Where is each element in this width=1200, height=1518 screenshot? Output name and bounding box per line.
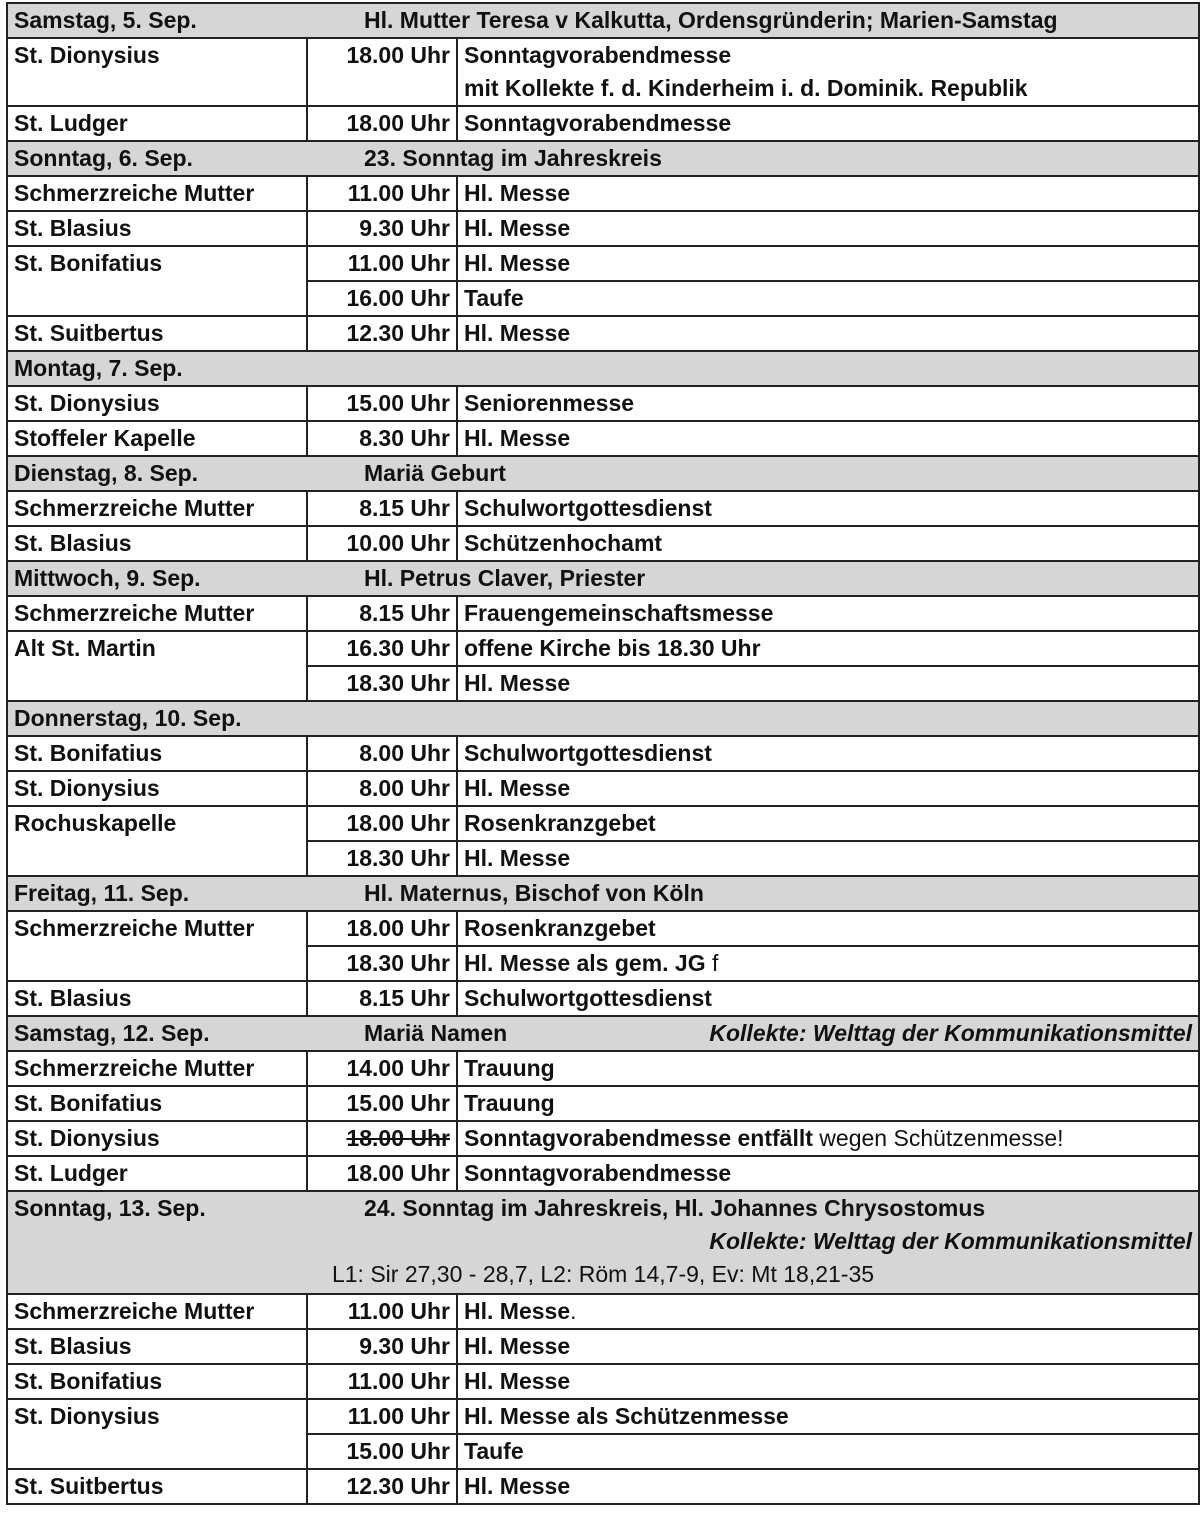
event-cell: Seniorenmesse [457, 386, 1199, 421]
table-row [7, 806, 1199, 841]
table-row [7, 666, 1199, 701]
table-row [7, 1399, 1199, 1434]
time-cell: 18.00 Uhr [307, 1156, 457, 1191]
table-row [7, 1434, 1199, 1469]
day-header-cell [7, 1191, 1199, 1294]
feast-name: 24. Sonntag im Jahreskreis, Hl. Johannes Chrysostomus [364, 1195, 986, 1221]
time-cell: 8.15 Uhr [307, 981, 457, 1016]
event-cell: Hl. Messe [457, 176, 1199, 211]
time-cell: 15.00 Uhr [307, 386, 457, 421]
event-cell: Hl. Messe [457, 211, 1199, 246]
place-cell [7, 1434, 307, 1469]
event-text: Sonntagvorabendmesse entfällt [464, 1125, 813, 1151]
place-cell: St. Bonifatius [7, 1086, 307, 1121]
table-row [7, 631, 1199, 666]
place-cell: St. Dionysius [7, 1121, 307, 1156]
event-cell: Taufe [457, 1434, 1199, 1469]
time-cell: 18.30 Uhr [307, 666, 457, 701]
event-text-line2: mit Kollekte f. d. Kinderheim i. d. Dominik. Republik [464, 75, 1028, 101]
event-cell: Sonntagvorabendmesse [457, 1156, 1199, 1191]
table-row [7, 38, 1199, 106]
event-cell: Frauengemeinschaftsmesse [457, 596, 1199, 631]
time-cell: 8.00 Uhr [307, 736, 457, 771]
feast-name: Hl. Petrus Claver, Priester [364, 565, 646, 591]
place-cell [7, 666, 307, 701]
place-cell: St. Dionysius [7, 386, 307, 421]
place-cell: Schmerzreiche Mutter [7, 1294, 307, 1329]
time-cell: 11.00 Uhr [307, 1294, 457, 1329]
table-row [7, 1121, 1199, 1156]
day-header [7, 141, 1199, 176]
time-cell: 10.00 Uhr [307, 526, 457, 561]
day-header-cell [7, 876, 1199, 911]
event-cell: Hl. Messe [457, 666, 1199, 701]
day-header [7, 561, 1199, 596]
table-row [7, 1329, 1199, 1364]
cancelled-time: 18.00 Uhr [346, 1125, 450, 1151]
feast-name: Hl. Mutter Teresa v Kalkutta, Ordensgründerin; Marien-Samstag [364, 7, 1058, 33]
time-cell: 18.30 Uhr [307, 946, 457, 981]
readings-text: L1: Sir 27,30 - 28,7, L2: Röm 14,7-9, Ev: Mt 18,21-35 [331, 1261, 875, 1287]
event-text: Hl. Messe [464, 1298, 571, 1324]
time-cell: 12.30 Uhr [307, 316, 457, 351]
place-cell [7, 946, 307, 981]
time-cell: 8.00 Uhr [307, 771, 457, 806]
day-header-cell [7, 1016, 1199, 1051]
time-cell: 18.00 Uhr [307, 806, 457, 841]
feast-name: 23. Sonntag im Jahreskreis [364, 145, 662, 171]
event-cell: Schulwortgottesdienst [457, 491, 1199, 526]
day-date: Freitag, 11. Sep. [14, 880, 190, 906]
table-row [7, 421, 1199, 456]
schedule-wrapper [6, 2, 1200, 1505]
time-cell: 18.00 Uhr [307, 106, 457, 141]
place-cell: St. Bonifatius [7, 736, 307, 771]
table-row [7, 246, 1199, 281]
day-date: Samstag, 5. Sep. [14, 7, 197, 33]
table-row [7, 281, 1199, 316]
event-cell: Schützenhochamt [457, 526, 1199, 561]
event-cell: Hl. Messe [457, 841, 1199, 876]
time-cell: 9.30 Uhr [307, 211, 457, 246]
event-suffix: wegen Schützenmesse! [812, 1125, 1064, 1151]
event-cell: Hl. Messe [457, 421, 1199, 456]
event-cell: Hl. Messe als Schützenmesse [457, 1399, 1199, 1434]
table-row [7, 911, 1199, 946]
day-date: Sonntag, 6. Sep. [14, 145, 193, 171]
table-row [7, 106, 1199, 141]
table-row [7, 736, 1199, 771]
event-text: Hl. Messe als gem. JG [464, 950, 706, 976]
day-header-cell [7, 141, 1199, 176]
event-cell: Trauung [457, 1086, 1199, 1121]
time-cell: 15.00 Uhr [307, 1434, 457, 1469]
place-cell: Alt St. Martin [7, 631, 307, 666]
day-header [7, 351, 1199, 386]
day-header [7, 456, 1199, 491]
day-header-cell [7, 456, 1199, 491]
place-cell: St. Suitbertus [7, 316, 307, 351]
place-cell: Schmerzreiche Mutter [7, 596, 307, 631]
table-row [7, 1156, 1199, 1191]
event-cell: Hl. Messe [457, 1329, 1199, 1364]
place-cell: Schmerzreiche Mutter [7, 176, 307, 211]
time-cell: 18.30 Uhr [307, 841, 457, 876]
feast-name: Mariä Namen [364, 1020, 508, 1046]
event-cell [457, 946, 1199, 981]
place-cell: St. Ludger [7, 106, 307, 141]
event-cell: Hl. Messe [457, 771, 1199, 806]
event-cell: Schulwortgottesdienst [457, 736, 1199, 771]
place-cell: Schmerzreiche Mutter [7, 1051, 307, 1086]
time-cell [307, 1121, 457, 1156]
event-cell [457, 1121, 1199, 1156]
day-header-cell [7, 561, 1199, 596]
table-row [7, 771, 1199, 806]
place-cell: St. Suitbertus [7, 1469, 307, 1504]
time-cell: 9.30 Uhr [307, 1329, 457, 1364]
place-cell: St. Dionysius [7, 1399, 307, 1434]
table-row [7, 1294, 1199, 1329]
day-header [7, 3, 1199, 38]
event-cell: Hl. Messe [457, 1364, 1199, 1399]
place-cell: St. Bonifatius [7, 1364, 307, 1399]
place-cell: St. Bonifatius [7, 246, 307, 281]
day-header [7, 876, 1199, 911]
time-cell: 15.00 Uhr [307, 1086, 457, 1121]
event-cell: Schulwortgottesdienst [457, 981, 1199, 1016]
day-header [7, 701, 1199, 736]
time-cell: 16.30 Uhr [307, 631, 457, 666]
place-cell: St. Blasius [7, 1329, 307, 1364]
event-cell: Hl. Messe [457, 1469, 1199, 1504]
place-cell: St. Dionysius [7, 38, 307, 106]
event-text: Sonntagvorabendmesse [464, 42, 732, 68]
day-header-cell [7, 3, 1199, 38]
day-date: Sonntag, 13. Sep. [14, 1195, 206, 1221]
collection-note: Kollekte: Welttag der Kommunikationsmittel [709, 1228, 1193, 1254]
time-cell: 11.00 Uhr [307, 1364, 457, 1399]
place-cell: St. Blasius [7, 981, 307, 1016]
place-cell [7, 841, 307, 876]
time-cell: 12.30 Uhr [307, 1469, 457, 1504]
event-cell: Sonntagvorabendmesse [457, 106, 1199, 141]
day-date: Dienstag, 8. Sep. [14, 460, 199, 486]
day-date: Samstag, 12. Sep. [14, 1020, 210, 1046]
day-header-cell [7, 701, 1199, 736]
time-cell: 18.00 Uhr [307, 911, 457, 946]
table-row [7, 386, 1199, 421]
place-cell [7, 281, 307, 316]
place-cell: St. Dionysius [7, 771, 307, 806]
place-cell: Stoffeler Kapelle [7, 421, 307, 456]
time-cell: 11.00 Uhr [307, 246, 457, 281]
place-cell: Rochuskapelle [7, 806, 307, 841]
place-cell: Schmerzreiche Mutter [7, 491, 307, 526]
time-cell: 8.15 Uhr [307, 491, 457, 526]
table-row [7, 1086, 1199, 1121]
time-cell: 18.00 Uhr [307, 38, 457, 106]
event-cell: Hl. Messe [457, 316, 1199, 351]
event-cell [457, 1294, 1199, 1329]
table-row [7, 1051, 1199, 1086]
day-header-cell [7, 351, 1199, 386]
event-cell: Trauung [457, 1051, 1199, 1086]
table-row [7, 176, 1199, 211]
event-suffix: . [570, 1298, 577, 1324]
day-date: Mittwoch, 9. Sep. [14, 565, 201, 591]
event-cell: Rosenkranzgebet [457, 911, 1199, 946]
day-header [7, 1191, 1199, 1294]
day-date: Donnerstag, 10. Sep. [14, 705, 242, 731]
place-cell: Schmerzreiche Mutter [7, 911, 307, 946]
table-row [7, 211, 1199, 246]
event-suffix: f [705, 950, 719, 976]
table-row [7, 316, 1199, 351]
event-cell: offene Kirche bis 18.30 Uhr [457, 631, 1199, 666]
day-header [7, 1016, 1199, 1051]
table-row [7, 981, 1199, 1016]
feast-name: Mariä Geburt [364, 460, 506, 486]
event-cell: Taufe [457, 281, 1199, 316]
feast-name: Hl. Maternus, Bischof von Köln [364, 880, 704, 906]
place-cell: St. Blasius [7, 211, 307, 246]
time-cell: 11.00 Uhr [307, 1399, 457, 1434]
table-row [7, 1469, 1199, 1504]
event-cell: Rosenkranzgebet [457, 806, 1199, 841]
table-row [7, 841, 1199, 876]
table-row [7, 1364, 1199, 1399]
event-cell [457, 38, 1199, 106]
table-row [7, 946, 1199, 981]
day-date: Montag, 7. Sep. [14, 355, 183, 381]
time-cell: 11.00 Uhr [307, 176, 457, 211]
place-cell: St. Ludger [7, 1156, 307, 1191]
place-cell: St. Blasius [7, 526, 307, 561]
time-cell: 8.15 Uhr [307, 596, 457, 631]
table-row [7, 596, 1199, 631]
time-cell: 8.30 Uhr [307, 421, 457, 456]
collection-note: Kollekte: Welttag der Kommunikationsmittel [709, 1020, 1193, 1046]
time-cell: 14.00 Uhr [307, 1051, 457, 1086]
table-row [7, 526, 1199, 561]
time-cell: 16.00 Uhr [307, 281, 457, 316]
table-row [7, 491, 1199, 526]
mass-schedule-table [6, 2, 1200, 1505]
event-cell: Hl. Messe [457, 246, 1199, 281]
